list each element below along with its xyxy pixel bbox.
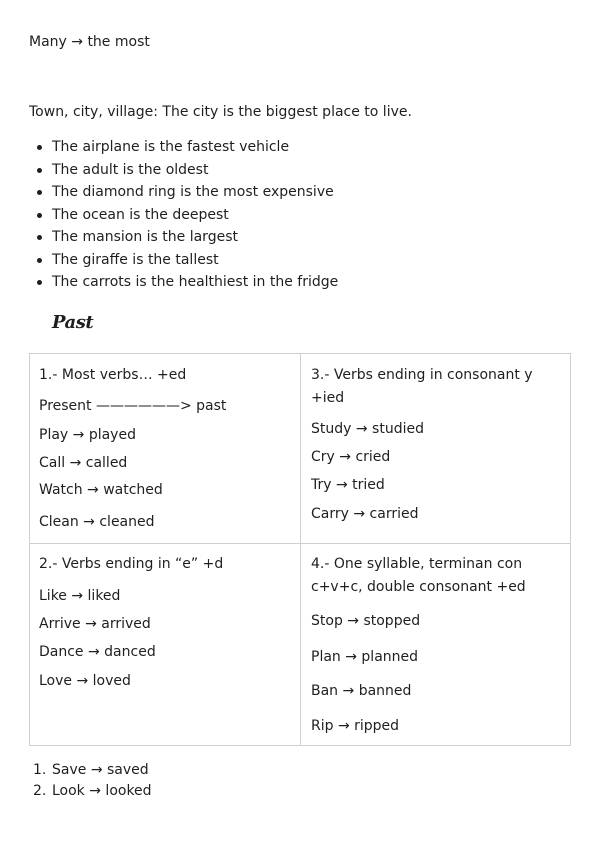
cell-1-line: Call → called [39, 455, 128, 471]
superlative-list [52, 138, 338, 296]
table-divider-horizontal [30, 543, 570, 544]
cell-3-line: Like → liked [39, 588, 121, 604]
cell-2-line: Study → studied [311, 421, 424, 437]
list-item-text: Save → saved [52, 762, 149, 778]
line-many-most: Many → the most [29, 34, 150, 50]
cell-3-line: Arrive → arrived [39, 616, 151, 632]
list-item [33, 782, 152, 803]
list-item: The ocean is the deepest [52, 206, 338, 229]
list-item [33, 761, 152, 782]
table-divider-vertical [300, 354, 301, 745]
cell-1-line: Present ——————> past [39, 398, 227, 414]
cell-4-title-cont: c+v+c, double consonant +ed [311, 579, 526, 595]
list-number: 1. [33, 762, 47, 778]
list-number: 2. [33, 783, 47, 799]
cell-2-title: 3.- Verbs ending in consonant y [311, 367, 533, 383]
cell-1-line: Watch → watched [39, 482, 163, 498]
cell-3-title: 2.- Verbs ending in “e” +d [39, 556, 224, 572]
cell-2-title-cont: +ied [311, 390, 345, 406]
list-item: The diamond ring is the most expensive [52, 183, 338, 206]
numbered-list [33, 761, 152, 803]
cell-2-line: Cry → cried [311, 449, 391, 465]
line-town-city: Town, city, village: The city is the biggest place to live. [29, 104, 412, 120]
cell-1-title: 1.- Most verbs… +ed [39, 367, 187, 383]
list-item: The carrots is the healthiest in the fridge [52, 273, 338, 296]
cell-4-title: 4.- One syllable, terminan con [311, 556, 523, 572]
list-item: The giraffe is the tallest [52, 251, 338, 274]
cell-4-line: Ban → banned [311, 683, 412, 699]
cell-2-line: Try → tried [311, 477, 385, 493]
cell-4-line: Stop → stopped [311, 613, 421, 629]
section-heading-past: Past [52, 312, 94, 333]
cell-1-line: Clean → cleaned [39, 514, 155, 530]
cell-4-line: Rip → ripped [311, 718, 400, 734]
cell-3-line: Dance → danced [39, 644, 156, 660]
cell-3-line: Love → loved [39, 673, 131, 689]
list-item: The mansion is the largest [52, 228, 338, 251]
cell-1-line: Play → played [39, 427, 136, 443]
past-tense-table [29, 353, 571, 746]
cell-4-line: Plan → planned [311, 649, 419, 665]
cell-2-line: Carry → carried [311, 506, 419, 522]
list-item: The airplane is the fastest vehicle [52, 138, 338, 161]
list-item: The adult is the oldest [52, 161, 338, 184]
list-item-text: Look → looked [52, 783, 152, 799]
